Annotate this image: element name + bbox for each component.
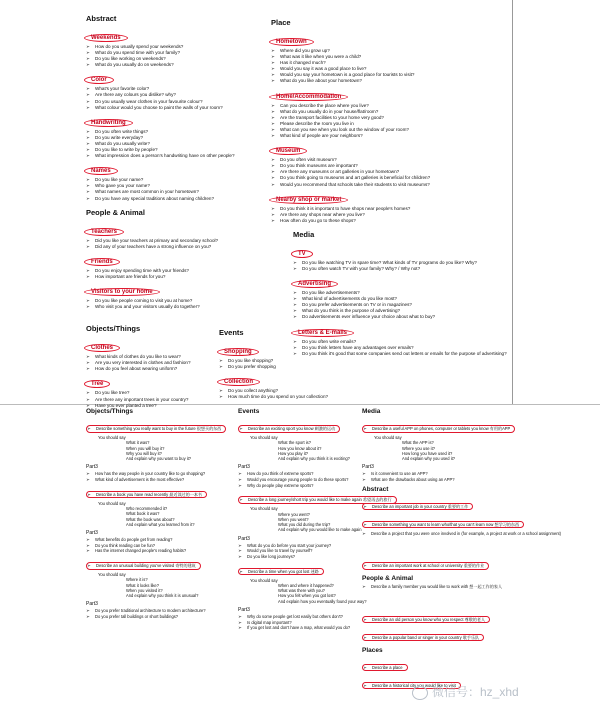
- question-item: ➢ Do you like your name?: [86, 177, 235, 183]
- question-item: ➢ Have you ever planted a tree?: [86, 403, 235, 409]
- question-item: ➢ Can you describe the place where you live?: [271, 103, 507, 109]
- question-item: ➢ Are there any shops near where you live?: [271, 212, 507, 218]
- you-should-say: You should say: [250, 506, 278, 512]
- question-item: ➢ Are there any colours you dislike? why?: [86, 92, 235, 98]
- cue-point: Who recommended it?: [126, 505, 168, 511]
- question-item: ➢ What do you like about your hometown?: [271, 78, 507, 84]
- cue-card-task: ➢ Describe a book you have read recently 最近读过的一本书: [86, 491, 207, 499]
- question-item: ➢ Do you like tree?: [86, 390, 235, 396]
- part3-questions: [86, 537, 236, 554]
- part3-question: ➢ What do you do before you start your journey?: [238, 543, 362, 549]
- part3-question: ➢ Would you like to travel by yourself?: [238, 548, 362, 554]
- question-item: ➢ Do you think letters have any advantages over emails?: [293, 345, 507, 351]
- topic-label: Letters & E-mails: [291, 329, 354, 337]
- you-should-say: You should say: [98, 571, 126, 577]
- topic-label: Nearby shop or market: [269, 196, 348, 204]
- question-list: [271, 48, 507, 85]
- cue-point: How you play it?: [278, 450, 309, 456]
- cue-card-task: ➢ Describe something you really want to buy in the future 很想买的东西: [86, 425, 226, 433]
- cue-point: What you did during the trip?: [278, 522, 331, 528]
- cue-card-task: ➢ Describe a useful APP on phones, computer or tablets you know 有用的APP: [362, 425, 515, 433]
- part3-label: Part3: [86, 530, 98, 537]
- part3-question: ➢ Do you think reading can be fun?: [86, 543, 236, 549]
- question-item: ➢ What do you usually do in your house/flat/room?: [271, 109, 507, 115]
- column-title: Objects/Things: [86, 408, 133, 415]
- question-list: [271, 103, 507, 140]
- cue-point: What the sport is?: [278, 440, 311, 446]
- cue-card-task: ➢ Describe a place: [362, 664, 408, 672]
- cue-card-task: ➢ Describe an important job in your country 重要的工作: [362, 503, 473, 511]
- question-item: ➢ Do advertisements ever influence your choice about what to buy?: [293, 314, 507, 320]
- section-title-people-animal: People & Animal: [86, 207, 145, 217]
- cue-point: And explain why you would like to make again: [278, 527, 362, 533]
- section-title: Abstract: [362, 485, 389, 493]
- question-item: ➢ What do you usually do on weekends?: [86, 62, 235, 68]
- cue-point: And explain how you eventually found your way?: [278, 598, 367, 604]
- topic-label: Color: [84, 76, 114, 84]
- question-list: [293, 339, 507, 357]
- question-item: ➢ Do you have any special traditions about naming children?: [86, 196, 235, 202]
- topic-label: Teachers: [84, 228, 124, 236]
- part2-cue-cards-panel: [0, 405, 600, 721]
- question-list: [86, 177, 235, 201]
- part3-questions: [238, 614, 362, 631]
- question-item: ➢ Are there any important trees in your country?: [86, 397, 235, 403]
- topic-label: Advertising: [291, 280, 338, 288]
- section-title-abstract: Abstract: [86, 14, 117, 23]
- question-item: ➢ Do you prefer shopping: [219, 364, 328, 370]
- cue-point: When you went?: [278, 516, 309, 522]
- part3-question: ➢ Is it convenient to use an APP?: [362, 471, 598, 477]
- cue-point: How long you have used it?: [402, 450, 453, 456]
- question-item: ➢ How do you feel about wearing uniform?: [86, 366, 235, 372]
- part3-question: ➢ What are the drawbacks about using an APP?: [362, 477, 598, 483]
- cue-point: Where it is?: [126, 577, 148, 583]
- cue-point: What the APP is?: [402, 440, 434, 446]
- you-should-say: You should say: [250, 577, 278, 583]
- part3-question: ➢ Why do people play extreme sports?: [238, 483, 362, 489]
- question-item: ➢ Who gave you your name?: [86, 183, 235, 189]
- right-column: [271, 0, 507, 357]
- left-column: [86, 0, 235, 409]
- question-item: ➢ Are the transport facilities to your home very good?: [271, 115, 507, 121]
- part3-question: ➢ Would you encourage young people to do these sports?: [238, 477, 362, 483]
- topic-label: Friends: [84, 258, 120, 266]
- question-list: [293, 260, 507, 272]
- wechat-logo-icon: [412, 686, 428, 700]
- you-should-say: You should say: [98, 435, 126, 440]
- column-title: Media: [362, 408, 381, 415]
- question-list: [86, 298, 235, 310]
- question-item: ➢ What's your favorite color?: [86, 86, 235, 92]
- topic-label: Handwriting: [84, 119, 133, 127]
- column-title: Events: [238, 408, 260, 415]
- cue-point: How you felt when you got lost?: [278, 593, 336, 599]
- question-item: ➢ How much time do you spend on your collection?: [219, 394, 328, 400]
- cue-point: And explain why you think it is unusual?: [126, 593, 199, 599]
- question-item: ➢ Did any of your teachers have a strong influence on you?: [86, 244, 235, 250]
- question-item: ➢ How often do you go to these shops?: [271, 218, 507, 224]
- part3-question: ➢ Why do some people get lost easily but others don't?: [238, 614, 362, 620]
- question-list: [86, 129, 235, 159]
- watermark: 微信号：hz_xhd: [412, 683, 519, 700]
- part3-question: ➢ How do you think of extreme sports?: [238, 471, 362, 477]
- question-item: ➢ Did you like your teachers at primary and secondary school?: [86, 238, 235, 244]
- question-item: ➢ Do you think museums are important?: [271, 163, 507, 169]
- part3-question: ➢ If you get lost and don't have a map, what would you do?: [238, 625, 362, 631]
- topic-label: Clothes: [84, 344, 120, 352]
- question-list: [293, 290, 507, 320]
- question-list: [86, 354, 235, 372]
- question-item: ➢ Do you like advertisements?: [293, 290, 507, 296]
- part3-question: ➢ Do you prefer tall buildings or short buildings?: [86, 614, 236, 620]
- question-list: [219, 388, 328, 400]
- question-item: ➢ Would you say it was a good place to live?: [271, 66, 507, 72]
- topic-label: Visitors to your home: [84, 288, 160, 296]
- question-item: ➢ Do you often visit museum?: [271, 157, 507, 163]
- question-item: ➢ What do you spend time with your family?: [86, 50, 235, 56]
- question-list: [271, 206, 507, 224]
- question-item: ➢ Do you like shopping?: [219, 358, 328, 364]
- question-list: [86, 238, 235, 250]
- cue-point: Why you will buy it?: [126, 450, 162, 456]
- question-item: ➢ Do you often watch TV with your family? Why? / Why not?: [293, 266, 507, 272]
- question-item: ➢ What do you usually write?: [86, 141, 235, 147]
- question-item: ➢ Do you think it's good that some companies send out letters or emails for the purpose of advertising?: [293, 351, 507, 357]
- part3-label: Part3: [238, 535, 250, 542]
- question-item: ➢ Are you very interested in clothes and fashion?: [86, 360, 235, 366]
- cue-point: And explain why you want to buy it?: [126, 456, 192, 462]
- question-item: ➢ Do you prefer advertisements on TV or in magazines?: [293, 302, 507, 308]
- question-list: [271, 157, 507, 187]
- cue-point: When you visited it?: [126, 587, 163, 593]
- topic-label: Shopping: [217, 348, 259, 356]
- topic-label: Collection: [217, 378, 260, 386]
- part3-label: Part3: [238, 464, 250, 471]
- question-item: ➢ How important are friends for you?: [86, 274, 235, 280]
- topic-label: Weekends: [84, 34, 128, 42]
- part3-question: ➢ Do you like long journeys?: [238, 554, 362, 560]
- question-item: ➢ Are there any museums or art galleries in your hometown?: [271, 169, 507, 175]
- cue-point: And explain why you think it is exciting?: [278, 456, 350, 462]
- question-list: [86, 86, 235, 110]
- question-item: ➢ Has it changed much?: [271, 60, 507, 66]
- question-item: ➢ What kind of advertisements do you like most?: [293, 296, 507, 302]
- cue-card-task: ➢ Describe an important work at school or university 重要的作业: [362, 562, 489, 570]
- cue-card-task: ➢ Describe an exciting sport you know 刺激的运动: [238, 425, 340, 433]
- question-item: ➢ What kind of people are your neighbors?: [271, 133, 507, 139]
- cue-card-task: ➢ Describe a project that you were once involved in (for example, a project at work or a school assignment): [362, 531, 598, 537]
- part3-label: Part3: [238, 607, 250, 614]
- topic-label: Tree: [84, 380, 110, 388]
- question-item: ➢ Do you usually wear clothes in your favourite colour?: [86, 99, 235, 105]
- question-list: [219, 358, 328, 370]
- cue-card-task: ➢ Describe an unusual building you've visited 奇特的建筑: [86, 562, 201, 570]
- question-item: ➢ What colour would you choose to paint the walls of your room?: [86, 105, 235, 111]
- part3-label: Part3: [86, 601, 98, 608]
- cue-card-task: ➢ Describe something you want to learn who/that you can't learn now 想学习的东西: [362, 521, 524, 529]
- question-item: ➢ What kinds of clothes do you like to wear?: [86, 354, 235, 360]
- question-item: ➢ Where did you grow up?: [271, 48, 507, 54]
- part3-question: ➢ Is digital map important?: [238, 620, 362, 626]
- task-list: [362, 495, 598, 573]
- bottom-col-media: [362, 405, 598, 692]
- question-item: ➢ Do you think it is important to have shops near people's homes?: [271, 206, 507, 212]
- question-item: ➢ Do you like working on weekends?: [86, 56, 235, 62]
- question-item: ➢ What can you see when you look out the window of your room?: [271, 127, 507, 133]
- topic-label: Hometown: [269, 38, 314, 46]
- bottom-col-objects: [86, 405, 236, 620]
- question-item: ➢ Would you recommend that schools take their students to visit museums?: [271, 182, 507, 188]
- cue-point: Where you went?: [278, 511, 310, 517]
- part3-questions: [362, 471, 598, 482]
- section-title-events: Events: [219, 328, 244, 337]
- question-list: [86, 268, 235, 280]
- question-item: ➢ Do you enjoy spending time with your friends?: [86, 268, 235, 274]
- topic-label: Names: [84, 167, 118, 175]
- question-list: [86, 44, 235, 68]
- section-title: Places: [362, 646, 383, 654]
- topic-label: TV: [291, 250, 313, 258]
- question-item: ➢ Do you like to write by people?: [86, 147, 235, 153]
- section-title-objects-things: Objects/Things: [86, 324, 141, 334]
- part3-questions: [86, 608, 236, 619]
- topic-label: Home/Accommodation: [269, 93, 348, 101]
- part3-question: ➢ How has the way people in your country like to go shopping?: [86, 471, 236, 477]
- cue-point: What it was?: [126, 440, 150, 446]
- section-title: People & Animal: [362, 575, 414, 583]
- cue-card-task: ➢ Describe a popular band or singer in your country 歌手乐队: [362, 634, 484, 642]
- cue-point: When you will buy it?: [126, 445, 165, 451]
- task-list: [362, 584, 598, 644]
- cue-point: And explain what you learned from it?: [126, 521, 195, 527]
- you-should-say: You should say: [98, 500, 126, 506]
- cue-card-task: ➢ Describe a historical city you would like to visit: [362, 682, 461, 690]
- part3-question: ➢ Do you prefer traditional architecture to modern architecture?: [86, 608, 236, 614]
- question-item: ➢ Do you like watching TV in spare time? What kinds of TV programs do you like? Why?: [293, 260, 507, 266]
- part3-question: ➢ What benefits do people get from reading?: [86, 537, 236, 543]
- cue-point: How you know about it?: [278, 445, 322, 451]
- section-title-media: Media: [293, 229, 315, 239]
- part3-questions: [86, 471, 236, 482]
- part3-label: Part3: [362, 464, 374, 471]
- page-edge: [512, 0, 513, 404]
- cue-point: What it looks like?: [126, 582, 159, 588]
- question-item: ➢ Do you like people coming to visit you at home?: [86, 298, 235, 304]
- cue-point: Where you use it?: [402, 445, 435, 451]
- cue-card-task: ➢ Describe a long journey/short trip you would like to make again 希望再去的旅行: [238, 496, 397, 504]
- question-item: ➢ Do you think going to museums and art galleries is beneficial for children?: [271, 175, 507, 181]
- part3-label: Part3: [86, 464, 98, 471]
- cue-card-task: ➢ Describe an old person you know who you respect 尊敬的老人: [362, 616, 490, 624]
- cue-point: What was there with you?: [278, 588, 325, 594]
- cue-card-task: ➢ Describe a family member you would like to work with 想一起工作的家人: [362, 584, 598, 590]
- section-title-place: Place: [271, 18, 291, 27]
- cue-card-task: ➢ Describe a time when you got lost 迷路: [238, 568, 324, 576]
- cue-point: And explain why you used it?: [402, 456, 456, 462]
- question-item: ➢ Who visit you and your visitors usually do together?: [86, 304, 235, 310]
- question-item: ➢ Would you say your hometown is a good place for tourists to visit?: [271, 72, 507, 78]
- question-item: ➢ What do you think is the purpose of advertising?: [293, 308, 507, 314]
- part3-questions: [238, 471, 362, 488]
- question-item: ➢ Do you write everyday?: [86, 135, 235, 141]
- question-item: ➢ Do you collect anything?: [219, 388, 328, 394]
- question-item: ➢ How do you usually spend your weekends?: [86, 44, 235, 50]
- cue-point: When and where it happened?: [278, 582, 334, 588]
- question-item: ➢ What was it like when you were a child?: [271, 54, 507, 60]
- you-should-say: You should say: [374, 435, 402, 440]
- question-item: ➢ Please describe the room you live in: [271, 121, 507, 127]
- you-should-say: You should say: [250, 435, 278, 440]
- question-item: ➢ What impression does a person's handwriting have on other people?: [86, 153, 235, 159]
- question-item: ➢ Do you often write things?: [86, 129, 235, 135]
- cue-point: What book it was?: [126, 511, 160, 517]
- part3-questions: [238, 543, 362, 560]
- part3-question: ➢ What kind of advertisement is the most effective?: [86, 477, 236, 483]
- cue-point: What the book was about?: [126, 516, 175, 522]
- part3-question: ➢ Has the internet changed people's reading habits?: [86, 548, 236, 554]
- question-item: ➢ Do you often write emails?: [293, 339, 507, 345]
- topic-label: Museum: [269, 147, 307, 155]
- question-item: ➢ What names are most common in your hometown?: [86, 189, 235, 195]
